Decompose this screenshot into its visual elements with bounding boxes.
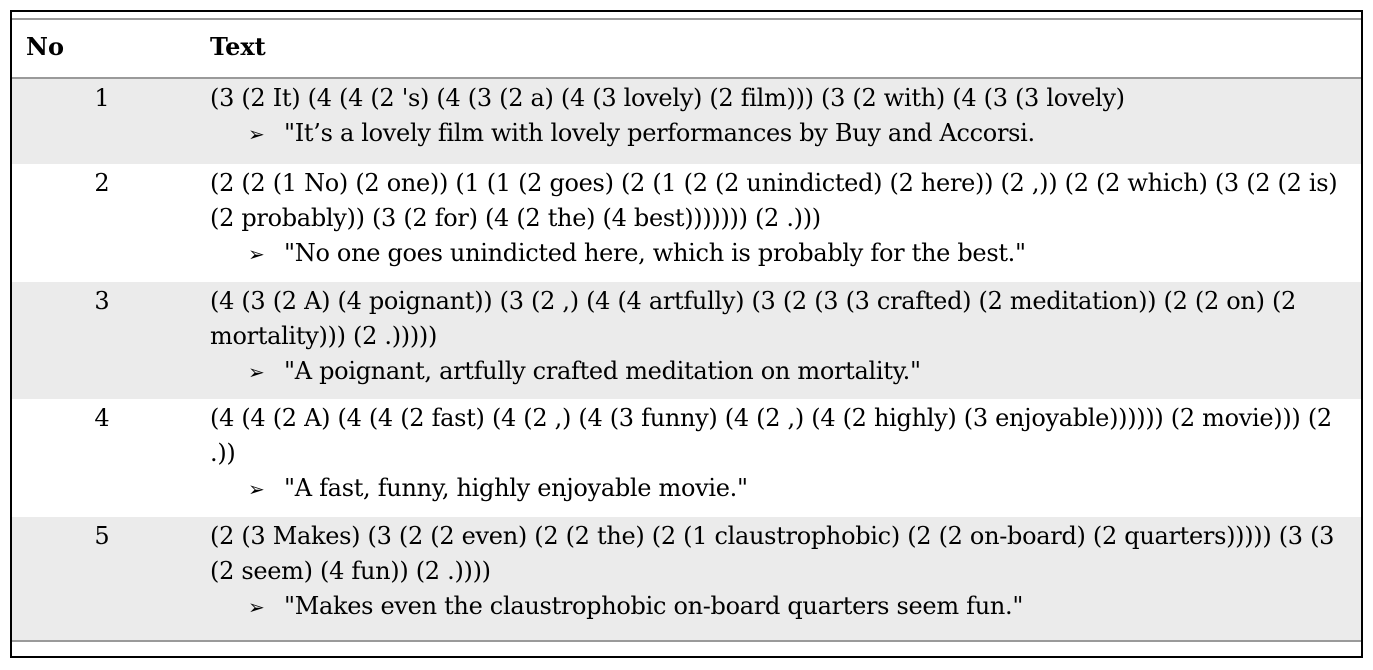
header-no: No	[26, 32, 64, 61]
table-row	[12, 164, 1361, 282]
row-number: 2	[94, 169, 110, 197]
table-header	[12, 20, 1361, 77]
arrow-bullet-icon: ➢	[248, 360, 265, 384]
arrow-bullet-icon: ➢	[248, 477, 265, 501]
sentence-line	[210, 471, 1343, 507]
sentence-line	[210, 236, 1343, 272]
arrow-bullet-icon: ➢	[248, 595, 265, 619]
row-number: 3	[94, 287, 110, 315]
parse-tree-text: (3 (2 It) (4 (4 (2 's) (4 (3 (2 a) (4 (3 lovely) (2 film))) (3 (2 with) (4 (3 (3 lovely)	[210, 84, 1125, 112]
row-content	[210, 166, 1343, 272]
header-text: Text	[210, 32, 266, 61]
row-content	[210, 401, 1343, 507]
parse-tree-text: (4 (3 (2 A) (4 poignant)) (3 (2 ,) (4 (4 artfully) (3 (2 (3 (3 crafted) (2 meditation)) (2 (2 on) (2 mortality))) (2 .)))))	[210, 287, 1296, 350]
sentence-text: "A fast, funny, highly enjoyable movie."	[284, 474, 748, 502]
row-number: 1	[94, 84, 110, 112]
bottom-rule	[12, 640, 1361, 642]
row-content	[210, 81, 1343, 152]
arrow-bullet-icon: ➢	[248, 242, 265, 266]
row-number: 4	[94, 404, 110, 432]
table-frame	[10, 10, 1363, 658]
table-row	[12, 282, 1361, 399]
table-row	[12, 79, 1361, 164]
arrow-bullet-icon: ➢	[248, 122, 265, 146]
sentence-text: "Makes even the claustrophobic on-board quarters seem fun."	[284, 592, 1024, 620]
sentence-line	[210, 354, 1343, 390]
table-row	[12, 517, 1361, 640]
parse-tree-text: (2 (3 Makes) (3 (2 (2 even) (2 (2 the) (2 (1 claustrophobic) (2 (2 on-board) (2 quarters))))) (3 (3 (2 seem) (4 fun)) (2 .))))	[210, 522, 1335, 585]
parse-tree-text: (4 (4 (2 A) (4 (4 (2 fast) (4 (2 ,) (4 (3 funny) (4 (2 ,) (4 (2 highly) (3 enjoyable)))))) (2 movie))) (2 .))	[210, 404, 1332, 467]
sentence-text: "A poignant, artfully crafted meditation on mortality."	[284, 357, 921, 385]
sentence-text: "No one goes unindicted here, which is probably for the best."	[284, 239, 1026, 267]
sentence-text: "It’s a lovely film with lovely performances by Buy and Accorsi.	[284, 119, 1035, 147]
row-content	[210, 519, 1343, 625]
row-number: 5	[94, 522, 110, 550]
row-content	[210, 284, 1343, 390]
table-row	[12, 399, 1361, 517]
sentence-line	[210, 116, 1343, 152]
parse-tree-text: (2 (2 (1 No) (2 one)) (1 (1 (2 goes) (2 (1 (2 (2 unindicted) (2 here)) (2 ,)) (2 (2 which) (3 (2 (2 is) (2 probably)) (3 (2 for) (4 (2 the) (4 best))))))) (2 .)))	[210, 169, 1338, 232]
sentence-line	[210, 589, 1343, 625]
